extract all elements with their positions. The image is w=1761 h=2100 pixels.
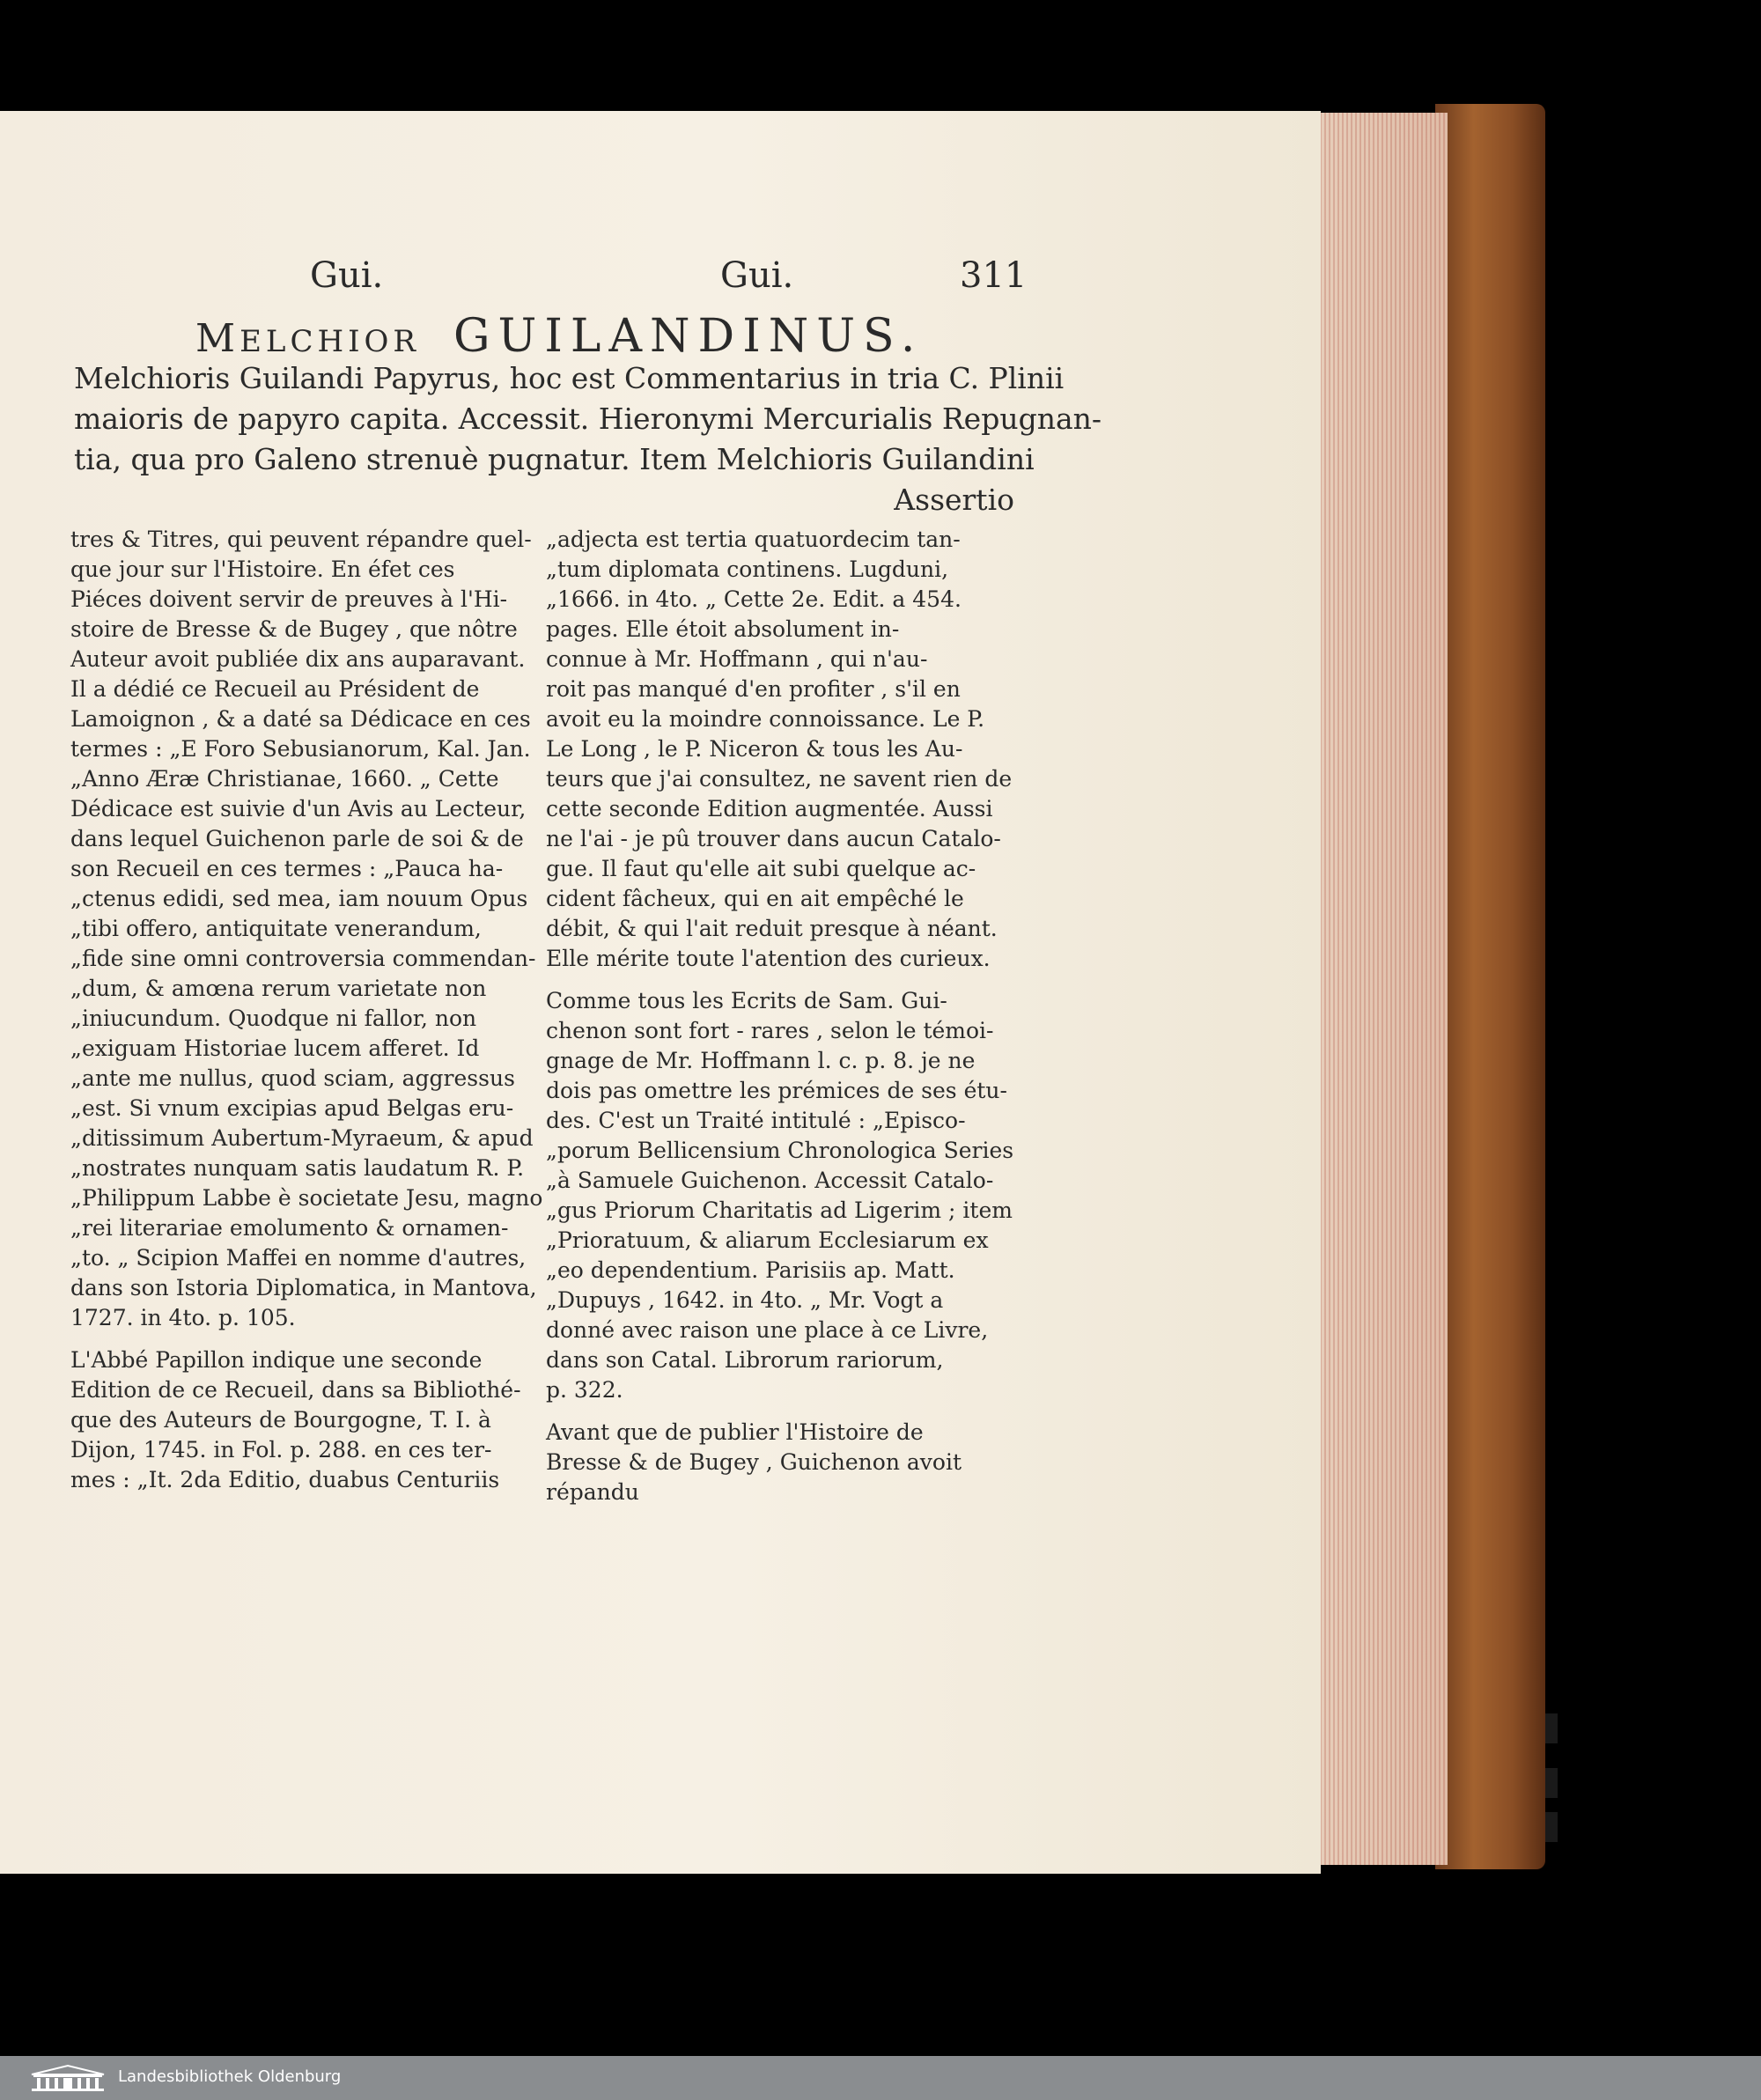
text-line: termes : „E Foro Sebusianorum, Kal. Jan. (70, 736, 531, 762)
text-line: „ditissimum Aubertum-Myraeum, & apud (70, 1125, 534, 1151)
running-head-left: Gui. (310, 255, 384, 296)
text-line: „rei literariae emolumento & ornamen- (70, 1215, 509, 1241)
text-line: Lamoignon , & a daté sa Dédicace en ces (70, 706, 531, 732)
title-line: Melchioris Guilandi Papyrus, hoc est Commentarius in tria C. Plinii (74, 361, 1065, 395)
text-line: „ante me nullus, quod sciam, aggressus (70, 1065, 515, 1091)
text-line: „ctenus edidi, sed mea, iam nouum Opus (70, 886, 528, 911)
heading-initial: M (195, 316, 240, 361)
text-line: donné avec raison une place à ce Livre, (546, 1317, 989, 1343)
text-line: Auteur avoit publiée dix ans auparavant. (70, 646, 526, 672)
text-line: „iniucundum. Quodque ni fallor, non (70, 1006, 477, 1031)
text-line: Dijon, 1745. in Fol. p. 288. en ces ter- (70, 1437, 492, 1463)
text-line: „dum, & amœna rerum varietate non (70, 976, 487, 1001)
text-line: son Recueil en ces termes : „Pauca ha- (70, 856, 504, 881)
text-line: „Dupuys , 1642. in 4to. „ Mr. Vogt a (546, 1287, 944, 1313)
page-tab-marker (1545, 1713, 1558, 1743)
text-line: „adjecta est tertia quatuordecim tan- (546, 527, 961, 552)
text-line: pages. Elle étoit absolument in- (546, 616, 900, 642)
book-cover-board (1435, 104, 1545, 1869)
text-line: tres & Titres, qui peuvent répandre quel- (70, 527, 532, 552)
heading-surname: GUILANDINUS. (453, 310, 924, 363)
text-line: Le Long , le P. Niceron & tous les Au- (546, 736, 963, 762)
text-line: répandu (546, 1479, 639, 1505)
text-line: „exiguam Historiae lucem afferet. Id (70, 1035, 480, 1061)
text-line: gue. Il faut qu'elle ait subi quelque ac- (546, 856, 976, 881)
paragraph-gap (546, 974, 1017, 986)
entry-heading (195, 310, 923, 363)
text-line: gnage de Mr. Hoffmann l. c. p. 8. je ne (546, 1048, 976, 1073)
text-line: teurs que j'ai consultez, ne savent rien de (546, 766, 1013, 792)
text-line: cident fâcheux, qui en ait empêché le (546, 886, 964, 911)
text-line: que jour sur l'Histoire. En éfet ces (70, 556, 455, 582)
page-edges (1314, 113, 1448, 1865)
text-line: 1727. in 4to. p. 105. (70, 1305, 296, 1330)
left-column (70, 525, 542, 1495)
text-line: „tibi offero, antiquitate venerandum, (70, 916, 482, 941)
title-line: tia, qua pro Galeno strenuè pugnatur. Item Melchioris Guilandini (74, 442, 1035, 476)
text-line: stoire de Bresse & de Bugey , que nôtre (70, 616, 518, 642)
text-line: chenon sont fort - rares , selon le témoi- (546, 1018, 994, 1043)
title-line: Assertio (894, 483, 1014, 517)
text-line: „1666. in 4to. „ Cette 2e. Edit. a 454. (546, 586, 962, 612)
heading-forename: ELCHIOR (239, 324, 421, 359)
text-line: Comme tous les Ecrits de Sam. Gui- (546, 988, 947, 1013)
page-tab-marker (1545, 1812, 1558, 1842)
footer-bar (0, 2056, 1761, 2100)
text-line: „nostrates nunquam satis laudatum R. P. (70, 1155, 525, 1181)
paragraph-gap (70, 1333, 542, 1345)
library-building-icon (30, 2064, 106, 2092)
text-line: Dédicace est suivie d'un Avis au Lecteur, (70, 796, 527, 822)
text-line: „fide sine omni controversia commendan- (70, 946, 536, 971)
text-line: „to. „ Scipion Maffei en nomme d'autres, (70, 1245, 527, 1271)
paragraph-gap (546, 1405, 1017, 1418)
text-line: p. 322. (546, 1377, 623, 1403)
text-line: débit, & qui l'ait reduit presque à néant. (546, 916, 998, 941)
text-line: dans lequel Guichenon parle de soi & de (70, 826, 524, 851)
text-line: Avant que de publier l'Histoire de (546, 1419, 924, 1445)
text-line: cette seconde Edition augmentée. Aussi (546, 796, 993, 822)
text-line: Bresse & de Bugey , Guichenon avoit (546, 1449, 962, 1475)
text-line: des. C'est un Traité intitulé : „Episco- (546, 1108, 966, 1133)
text-line: „tum diplomata continens. Lugduni, (546, 556, 949, 582)
right-column (546, 525, 1017, 1507)
text-line: Edition de ce Recueil, dans sa Bibliothé- (70, 1377, 521, 1403)
text-line: „à Samuele Guichenon. Accessit Catalo- (546, 1168, 994, 1193)
text-line: „gus Priorum Charitatis ad Ligerim ; item (546, 1197, 1013, 1223)
text-line: mes : „It. 2da Editio, duabus Centuriis (70, 1467, 500, 1492)
text-line: ne l'ai - je pû trouver dans aucun Catalo- (546, 826, 1001, 851)
footer-label: Landesbibliothek Oldenburg (118, 2067, 342, 2086)
title-line: maioris de papyro capita. Accessit. Hieronymi Mercurialis Repugnan- (74, 402, 1102, 436)
text-line: „porum Bellicensium Chronologica Series (546, 1138, 1014, 1163)
text-line: „eo dependentium. Parisiis ap. Matt. (546, 1257, 955, 1283)
text-line: „est. Si vnum excipias apud Belgas eru- (70, 1095, 514, 1121)
text-line: roit pas manqué d'en profiter , s'il en (546, 676, 961, 702)
text-line: L'Abbé Papillon indique une seconde (70, 1347, 483, 1373)
text-line: Piéces doivent servir de preuves à l'Hi- (70, 586, 508, 612)
text-line: dans son Istoria Diplomatica, in Mantova, (70, 1275, 537, 1301)
text-line: connue à Mr. Hoffmann , qui n'au- (546, 646, 928, 672)
text-line: avoit eu la moindre connoissance. Le P. (546, 706, 985, 732)
text-line: que des Auteurs de Bourgogne, T. I. à (70, 1407, 491, 1433)
text-line: „Anno Æræ Christianae, 1660. „ Cette (70, 766, 499, 792)
running-head-center: Gui. (720, 255, 794, 296)
text-line: dans son Catal. Librorum rariorum, (546, 1347, 944, 1373)
text-line: Il a dédié ce Recueil au Président de (70, 676, 480, 702)
text-line: Elle mérite toute l'atention des curieux. (546, 946, 991, 971)
page-number: 311 (960, 255, 1028, 296)
text-line: „Philippum Labbe è societate Jesu, magno (70, 1185, 543, 1211)
text-line: dois pas omettre les prémices de ses étu- (546, 1078, 1007, 1103)
text-line: „Prioratuum, & aliarum Ecclesiarum ex (546, 1227, 989, 1253)
page-tab-marker (1545, 1768, 1558, 1798)
